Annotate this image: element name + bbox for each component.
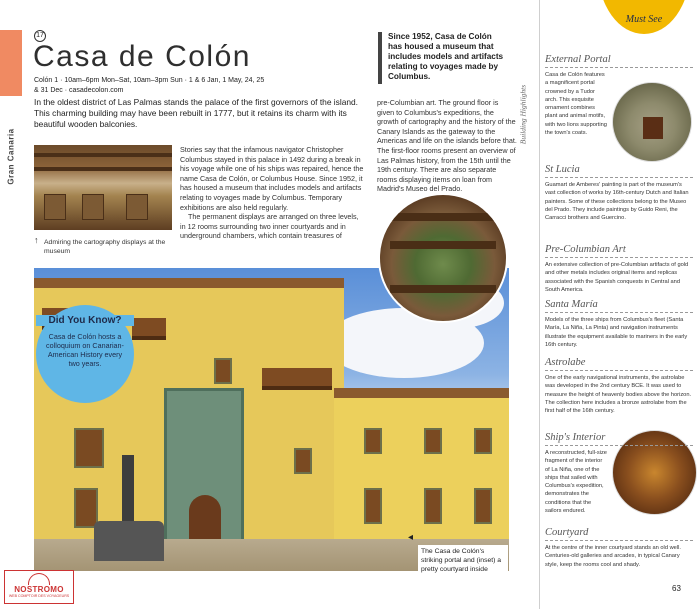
body-column-1	[180, 145, 365, 241]
body-column-2: pre-Columbian art. The ground floor is given to Columbus's expeditions, the growth of cartography and the history of the Canary Islands as the gateway to the Americas and life on the islands before that. The first-floor rooms present an overview of Las Palmas history, from the 15th until the 19th century. There are also separate rooms displaying items on loan from Madrid's Museo del Prado.	[377, 98, 517, 194]
section-label: Gran Canaria	[6, 128, 16, 185]
highlight-item: External Portal Casa de Colón features a magnificent portal crowned by a Tudor arch. This exquisite ornament combines plant and animal motifs, with two lions supporting the town's coats.	[545, 54, 693, 137]
interior-caption: ↑ Admiring the cartography displays at the museum	[34, 235, 166, 255]
lead-paragraph: In the oldest district of Las Palmas stands the palace of the first governors of the island. This charming building may have been rebuilt in 1777, but it retains its charm with its beautiful wooden balconies.	[34, 97, 359, 129]
highlight-item: Santa María Models of the three ships from Columbus's fleet (Santa María, La Niña, La Pinta) and navigation instruments illustrate the equipment available to mariners in the early 16th century.	[545, 299, 693, 349]
globe-icon	[28, 573, 50, 585]
visitor-info	[34, 76, 284, 96]
page-title: Casa de Colón	[33, 40, 251, 73]
page-number: 63	[672, 584, 681, 593]
highlight-item: Courtyard At the centre of the inner courtyard stands an old well. Centuries-old galleries and arcades, in typical Canary style, keep the rooms cool and shady.	[545, 527, 693, 569]
info-line-1: Colón 1 · 10am–6pm Mon–Sat, 10am–3pm Sun · 1 & 6 Jan, 1 May, 24, 25	[34, 77, 265, 84]
highlight-item: Pre-Columbian Art An extensive collection of pre-Columbian artifacts of gold and other metals includes original items and replicas associated with the Spanish conquests in Central and South America.	[545, 244, 693, 294]
arrow-up-icon: ↑	[34, 235, 39, 245]
must-see-label: Must See	[625, 14, 663, 25]
highlight-item: St Lucia Guamart de Amberes' painting is part of the museum's vast collection of works by 16th-century Dutch and Italian painters. Some of these collections belong to the Museo del Prado. They include paintings by Guido Reni, the Carracci brothers and Guercino.	[545, 164, 693, 222]
entry-number: 17	[34, 30, 46, 42]
column-divider	[539, 0, 540, 609]
highlight-item: Ship's Interior A reconstructed, full-size fragment of the interior of La Niña, one of the ships that sailed with Columbus's expedition, demonstrates the conditions that the sailors endured.	[545, 432, 693, 515]
did-you-know-title: Did You Know?	[36, 315, 134, 326]
highlight-item: Astrolabe One of the early navigational instruments, the astrolabe was developed in the 2nd century BCE. It was used to measure the height of heavenly bodies above the horizon. The collection here includes a bronze astrolabe from the first half of the 16th century.	[545, 357, 692, 415]
body-paragraph: Stories say that the infamous navigator Christopher Columbus stayed in this palace in 1492 during a break in his voyage while one of his ships was repaired, hence the name Casa de Colón, or Columbus House. Since 1952, it has housed a museum that includes models and artifacts relating to voyages made by Columbus. Temporary exhibitions are also held regularly.	[180, 145, 364, 212]
arrow-left-icon: ◂	[408, 532, 414, 543]
body-paragraph: The permanent displays are arranged on three levels, in 12 rooms surrounding two inner courtyards and in underground chambers, which contain treasures of	[180, 212, 359, 241]
did-you-know-text: Casa de Colón hosts a colloquium on Canarian-American History every two years.	[46, 332, 124, 368]
pull-quote: Since 1952, Casa de Colón has housed a museum that includes models and artifacts relating to voyages made by Columbus.	[388, 32, 504, 81]
did-you-know-bubble	[36, 305, 134, 403]
interior-photo	[34, 145, 172, 230]
highlights-label: Building Highlights	[518, 84, 528, 145]
courtyard-inset-photo	[378, 193, 508, 323]
info-line-2: & 31 Dec · casadecolon.com	[34, 87, 124, 94]
facade-caption: ◂ The Casa de Colón's striking portal and (inset) a pretty courtyard inside	[418, 545, 508, 576]
section-tab	[0, 30, 22, 96]
quote-bar	[378, 32, 382, 84]
watermark-logo: NOSTROMO WEB COMPTOIR DES VOYAGEURS	[4, 570, 74, 604]
